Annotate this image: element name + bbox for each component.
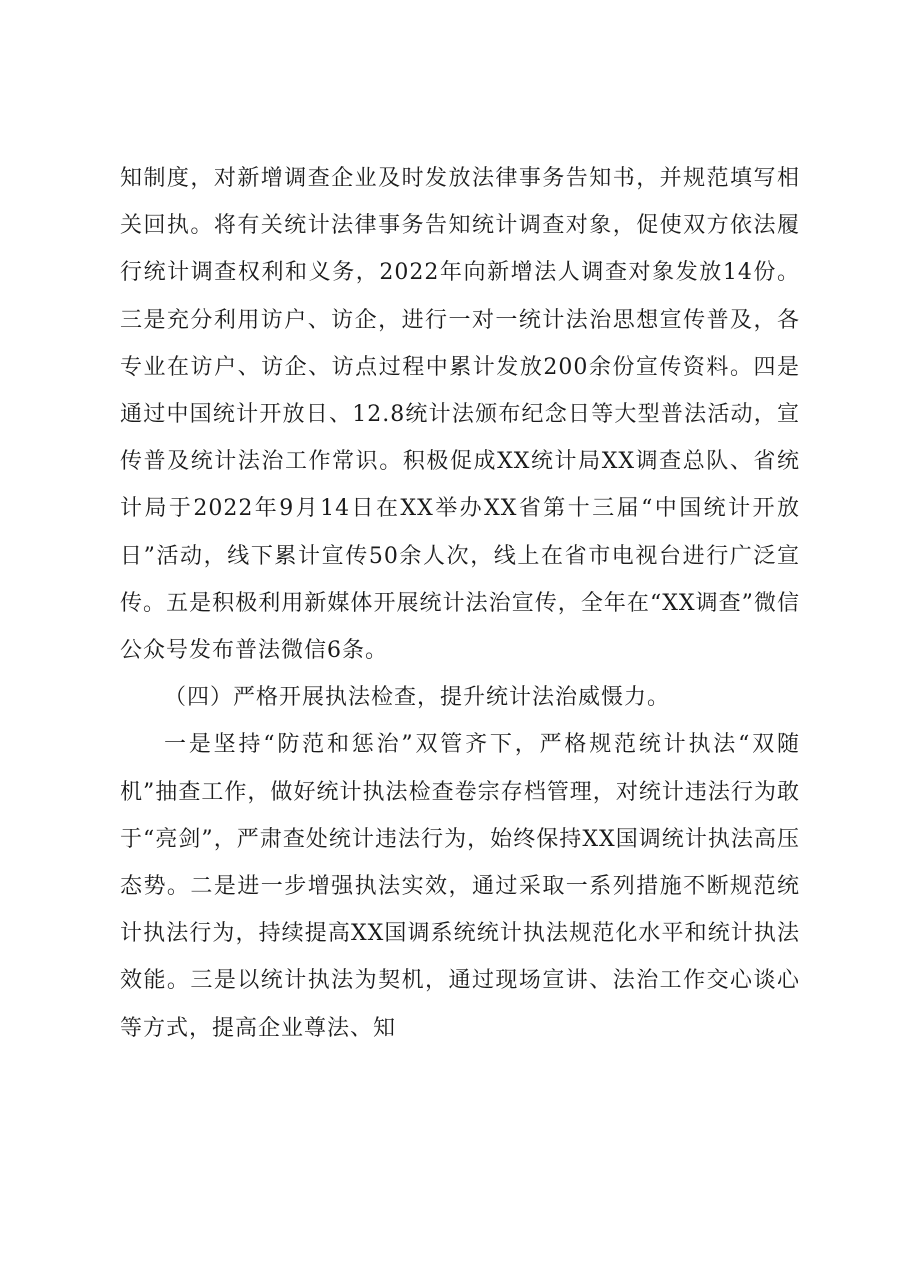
section-heading: （四）严格开展执法检查，提升统计法治威慑力。 [164, 685, 671, 711]
paragraph-continuation: 知制度，对新增调查企业及时发放法律事务告知书，并规范填写相关回执。将有关统计法律事务告知统计调查对象，促使双方依法履行统计调查权利和义务，2022年向新增法人调查对象发放14份。三是充分利用访户、访企，进行一对一统计法治思想宣传普及，各专业在访户、访企、访点过程中累计发放200余份宣传资料。四是通过中国统计开放日、12.8统计法颁布纪念日等大型普法活动，宣传普及统计法治工作常识。积极促成XX统计局XX调查总队、省统计局于2022年9月14日在XX举办XX省第十三届“中国统计开放日”活动，线下累计宣传50余人次，线上在省市电视台进行广泛宣传。五是积极利用新媒体开展统计法治宣传，全年在“XX调查”微信公众号发布普法微信6条。 [120, 166, 800, 664]
document-page [120, 155, 800, 1052]
paragraph-body: 一是坚持“防范和惩治”双管齐下，严格规范统计执法“双随机”抽查工作，做好统计执法检查卷宗存档管理，对统计违法行为敢于“亮剑”，严肃查处统计违法行为，始终保持XX国调统计执法高压态势。二是进一步增强执法实效，通过采取一系列措施不断规范统计执法行为，持续提高XX国调系统统计执法规范化水平和统计执法效能。三是以统计执法为契机，通过现场宣讲、法治工作交心谈心等方式，提高企业尊法、知 [120, 732, 800, 1041]
